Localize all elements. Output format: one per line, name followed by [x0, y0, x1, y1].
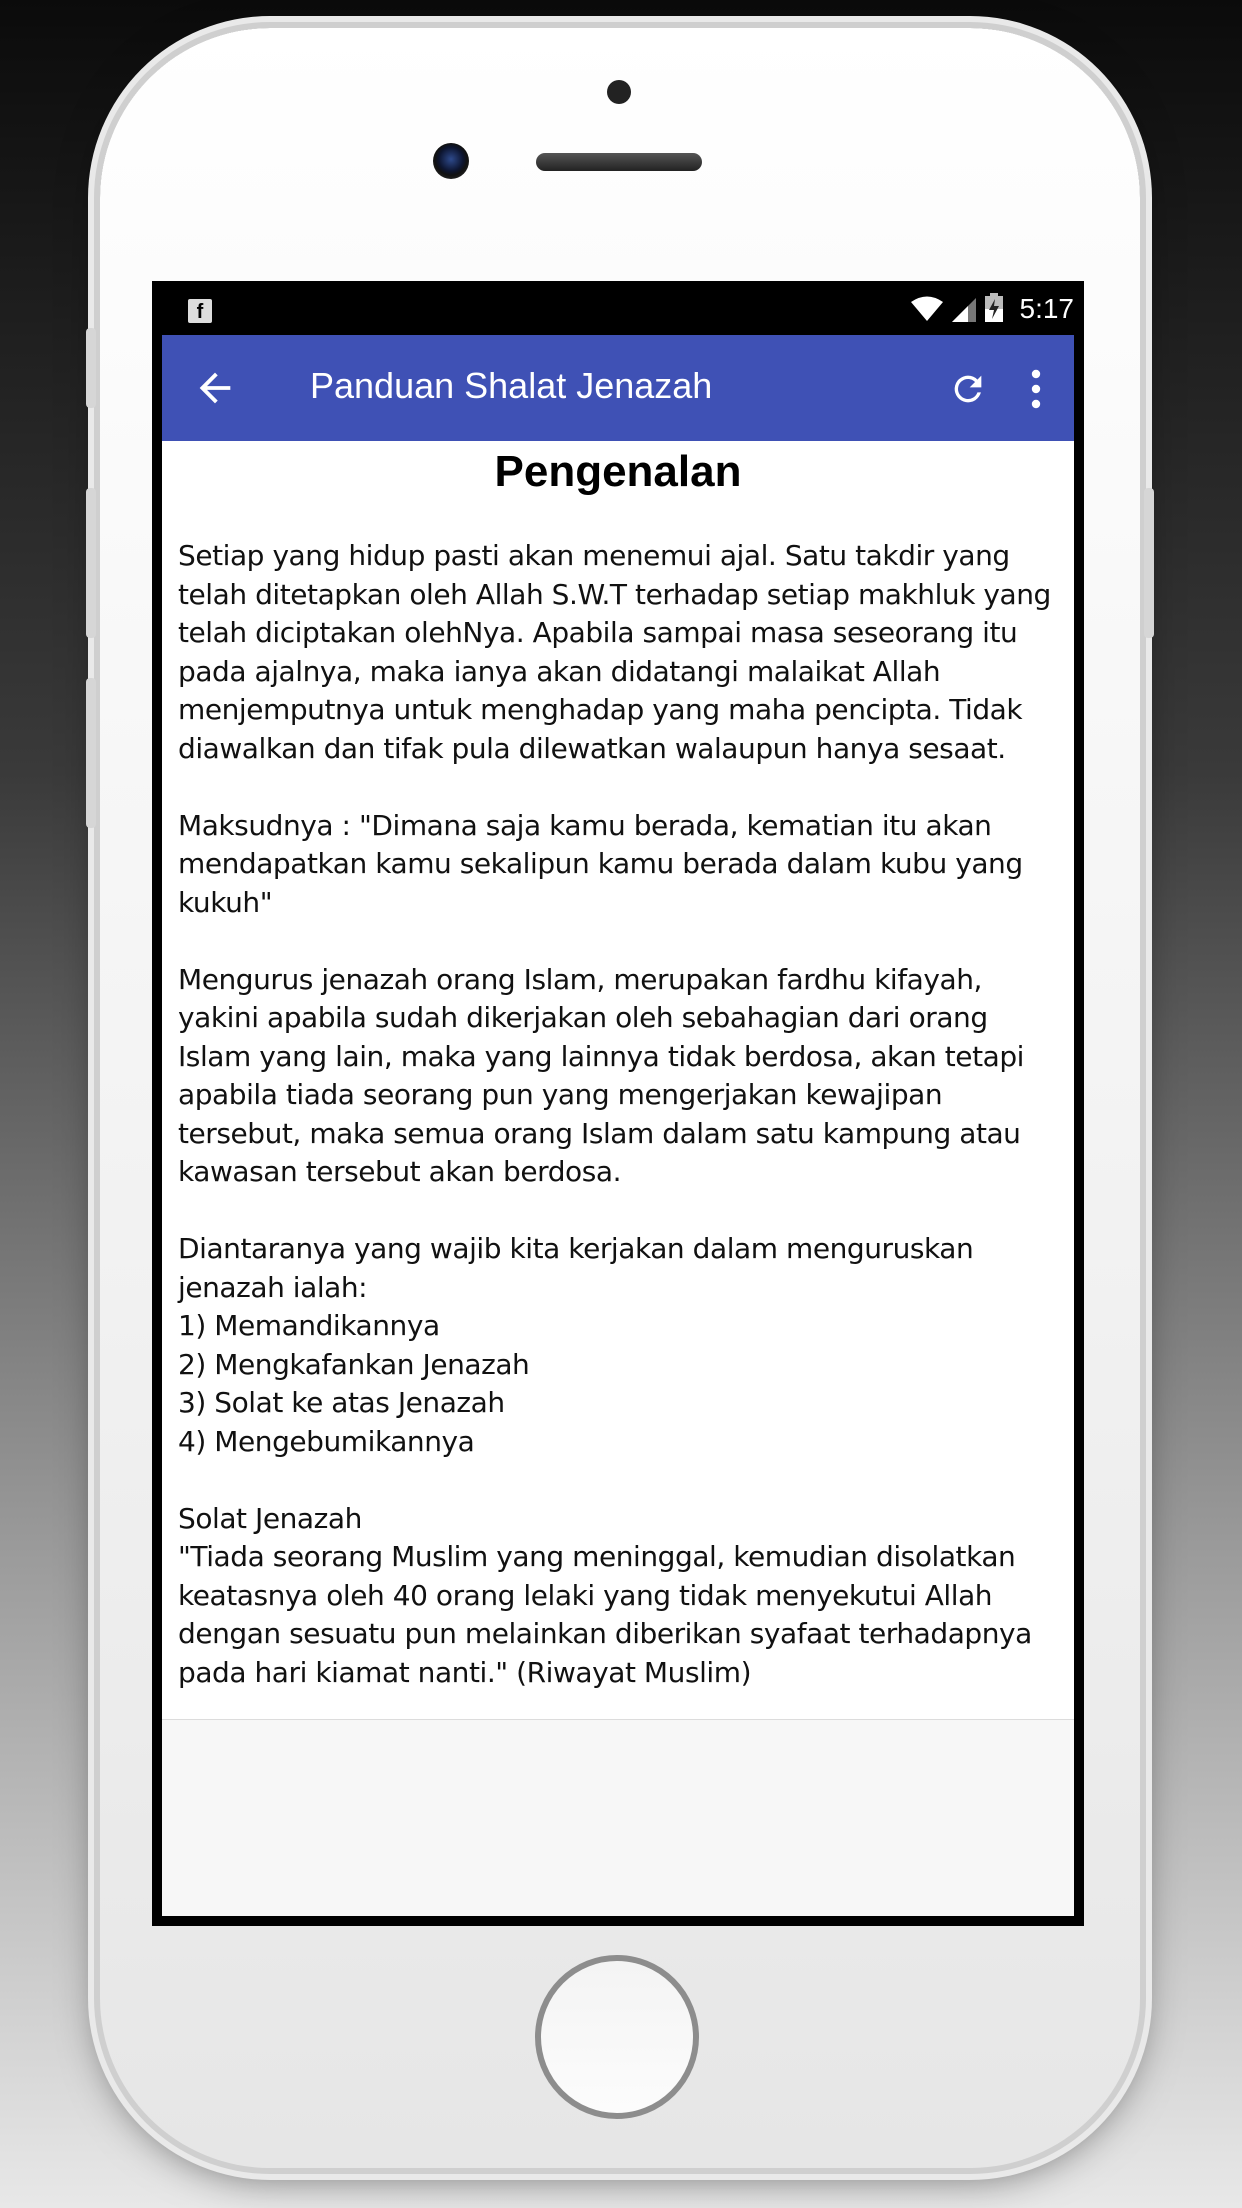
front-camera	[433, 143, 469, 179]
battery-charging-icon	[984, 293, 1004, 323]
side-button	[86, 328, 96, 408]
home-button[interactable]	[535, 1955, 699, 2119]
article-title: Pengenalan	[494, 447, 742, 496]
article-body: Setiap yang hidup pasti akan menemui ajal. Satu takdir yang telah ditetapkan oleh Allah S.W.T terhadap setiap makhluk yang telah diciptakan olehNya. Apabila sampai masa seseorang itu pada ajalnya, maka ianya akan didatangi malaikat Allah menjemputnya untuk menghadap yang maha pencipta. Tidak diawalkan dan tifak pula dilewatkan walaupun hanya sesaat. Maksudnya : "Dimana saja kamu berada, kematian itu akan mendapatkan kamu sekalipun kamu berada dalam kubu yang kukuh" Mengurus jenazah orang Islam, merupakan fardhu kifayah, yakini apabila sudah dikerjakan oleh sebahagian dari orang Islam yang lain, maka yang lainnya tidak berdosa, akan tetapi apabila tiada seorang pun yang mengerjakan kewajipan tersebut, maka semua orang Islam dalam satu kampung atau kawasan tersebut akan berdosa. Diantaranya yang wajib kita kerjakan dalam menguruskan jenazah ialah: 1) Memandikannya 2) Mengkafankan Jenazah 3) Solat ke atas Jenazah 4) Mengebumikannya Solat Jenazah "Tiada seorang Muslim yang meninggal, kemudian disolatkan keatasnya oleh 40 orang lelaki yang tidak menyekutui Allah dengan sesuatu pun melainkan diberikan syafaat terhadapnya pada hari kiamat nanti." (Riwayat Muslim)	[178, 539, 1051, 1689]
refresh-icon[interactable]	[948, 369, 988, 409]
earpiece-speaker	[536, 153, 702, 171]
status-icons	[910, 293, 1004, 323]
app-bar	[162, 335, 1074, 441]
app-title: Panduan Shalat Jenazah	[310, 365, 713, 406]
arrow-back-icon[interactable]	[192, 365, 238, 411]
more-vert-icon[interactable]	[1026, 367, 1046, 411]
phone-screen	[152, 281, 1084, 1926]
proximity-sensor	[607, 80, 631, 104]
content-area[interactable]	[162, 441, 1074, 1916]
facebook-icon: f	[188, 299, 212, 323]
power-button	[1144, 488, 1154, 638]
wifi-icon	[910, 295, 944, 323]
status-time: 5:17	[1019, 293, 1074, 324]
volume-up-button	[86, 488, 96, 638]
status-bar	[162, 281, 1074, 335]
volume-down-button	[86, 678, 96, 828]
article-card	[162, 441, 1074, 1720]
signal-icon	[950, 295, 978, 323]
